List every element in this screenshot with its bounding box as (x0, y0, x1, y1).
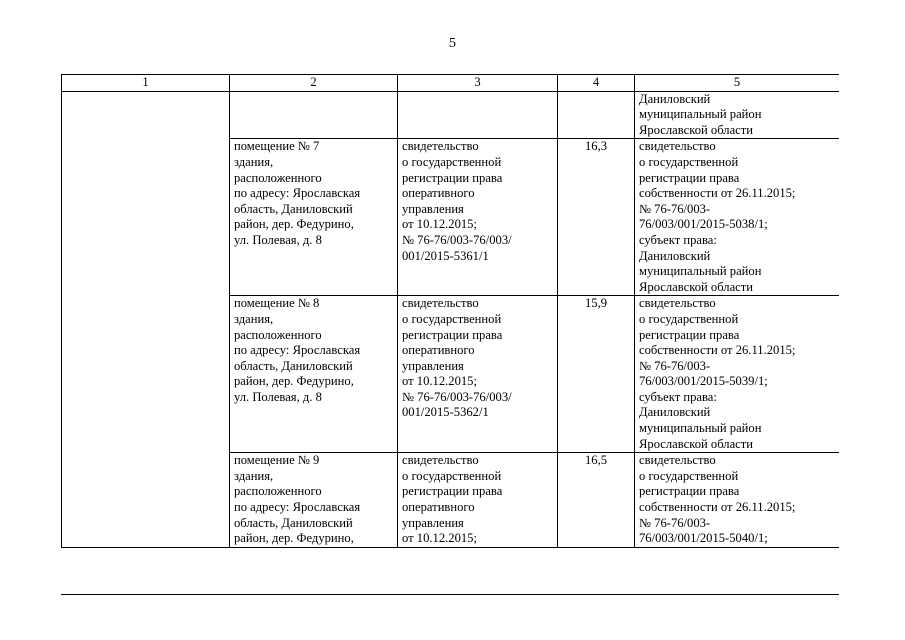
cell-line: № 76-76/003- (639, 358, 711, 373)
property-table (61, 74, 839, 548)
cell-line: свидетельство (639, 453, 716, 468)
cell-line: муниципальный район (639, 107, 762, 122)
certificate-cell (398, 91, 558, 139)
cell-line: оперативного (402, 343, 475, 358)
cell-line: 16,5 (584, 453, 608, 468)
cell-line: по адресу: Ярославская (234, 186, 361, 201)
ownership-cell (635, 453, 840, 548)
cell-line: Даниловский (639, 248, 711, 263)
ownership-cell (635, 296, 840, 453)
cell-line: помещение № 9 (234, 453, 320, 468)
cell-line: область, Даниловский (234, 358, 353, 373)
cell-line: регистрации права (402, 484, 503, 499)
cell-line: свидетельство (402, 453, 479, 468)
cell-line: о государственной (402, 311, 502, 326)
cell-line: ул. Полевая, д. 8 (234, 389, 322, 404)
cell-line: субъект права: (639, 389, 717, 404)
cell-line: расположенного (234, 170, 322, 185)
cell-line: регистрации права (402, 327, 503, 342)
object-description-cell (230, 453, 398, 548)
certificate-cell (398, 453, 558, 548)
cell-line: от 10.12.2015; (402, 531, 477, 546)
header-row (62, 75, 840, 92)
ownership-cell (635, 139, 840, 296)
cell-line: Ярославской области (639, 279, 753, 294)
cell-line: субъект права: (639, 232, 717, 247)
cell-line: помещение № 7 (234, 139, 320, 154)
cell-line: помещение № 8 (234, 296, 320, 311)
page-number: 5 (449, 36, 456, 51)
cell-line: о государственной (639, 468, 739, 483)
cell-line: собственности от 26.11.2015; (639, 343, 796, 358)
cell-line: район, дер. Федурино, (234, 531, 354, 546)
header-col-3: 3 (398, 75, 558, 92)
cell-line: свидетельство (402, 139, 479, 154)
cell-line: 76/003/001/2015-5040/1; (639, 531, 768, 546)
cell-line: здания, (234, 311, 274, 326)
header-col-5: 5 (635, 75, 840, 92)
ownership-cell (635, 91, 840, 139)
cell-line: о государственной (402, 154, 502, 169)
cell-line: свидетельство (639, 139, 716, 154)
cell-line: регистрации права (402, 170, 503, 185)
cell-line: № 76-76/003-76/003/ (402, 232, 512, 247)
header-col-1: 1 (62, 75, 230, 92)
cell-line: Ярославской области (639, 436, 753, 451)
area-cell (558, 453, 635, 548)
certificate-cell (398, 139, 558, 296)
cell-line: оперативного (402, 186, 475, 201)
cell-line: расположенного (234, 327, 322, 342)
cell-line: управления (402, 201, 464, 216)
area-cell (558, 139, 635, 296)
cell-line: управления (402, 515, 464, 530)
cell-line: по адресу: Ярославская (234, 500, 361, 515)
certificate-cell (398, 296, 558, 453)
object-description-cell (230, 296, 398, 453)
cell-line: 001/2015-5361/1 (402, 248, 489, 263)
cell-line: регистрации права (639, 484, 740, 499)
cell-line: о государственной (639, 154, 739, 169)
object-description-cell (230, 139, 398, 296)
cell-line: о государственной (639, 311, 739, 326)
cell-line: управления (402, 358, 464, 373)
cell-line: собственности от 26.11.2015; (639, 500, 796, 515)
cell-line: № 76-76/003- (639, 201, 711, 216)
cell-line: от 10.12.2015; (402, 374, 477, 389)
column-1-cell (62, 91, 230, 547)
cell-line: муниципальный район (639, 421, 762, 436)
area-cell (558, 91, 635, 139)
cell-line: 16,3 (584, 139, 608, 154)
area-cell (558, 296, 635, 453)
cell-line: 15,9 (584, 296, 608, 311)
cell-line: 76/003/001/2015-5039/1; (639, 374, 768, 389)
cell-line: здания, (234, 468, 274, 483)
cell-line: ул. Полевая, д. 8 (234, 232, 322, 247)
cell-line: № 76-76/003- (639, 515, 711, 530)
header-col-4: 4 (558, 75, 635, 92)
cell-line: по адресу: Ярославская (234, 343, 361, 358)
cell-line: собственности от 26.11.2015; (639, 186, 796, 201)
cell-line: № 76-76/003-76/003/ (402, 389, 512, 404)
cell-line: расположенного (234, 484, 322, 499)
cell-line: район, дер. Федурино, (234, 217, 354, 232)
cell-line: о государственной (402, 468, 502, 483)
table-row (62, 91, 840, 139)
cell-line: Даниловский (639, 91, 711, 106)
cell-line: оперативного (402, 500, 475, 515)
cell-line: регистрации права (639, 327, 740, 342)
header-col-2: 2 (230, 75, 398, 92)
cell-line: область, Даниловский (234, 515, 353, 530)
cell-line: свидетельство (402, 296, 479, 311)
cell-line: район, дер. Федурино, (234, 374, 354, 389)
cell-line: свидетельство (639, 296, 716, 311)
cell-line: 001/2015-5362/1 (402, 405, 489, 420)
cell-line: 76/003/001/2015-5038/1; (639, 217, 768, 232)
cell-line: здания, (234, 154, 274, 169)
object-description-cell (230, 91, 398, 139)
property-table-container (61, 74, 839, 595)
cell-line: муниципальный район (639, 264, 762, 279)
cell-line: Даниловский (639, 405, 711, 420)
cell-line: от 10.12.2015; (402, 217, 477, 232)
cell-line: Ярославской области (639, 122, 753, 137)
cell-line: регистрации права (639, 170, 740, 185)
cell-line: область, Даниловский (234, 201, 353, 216)
